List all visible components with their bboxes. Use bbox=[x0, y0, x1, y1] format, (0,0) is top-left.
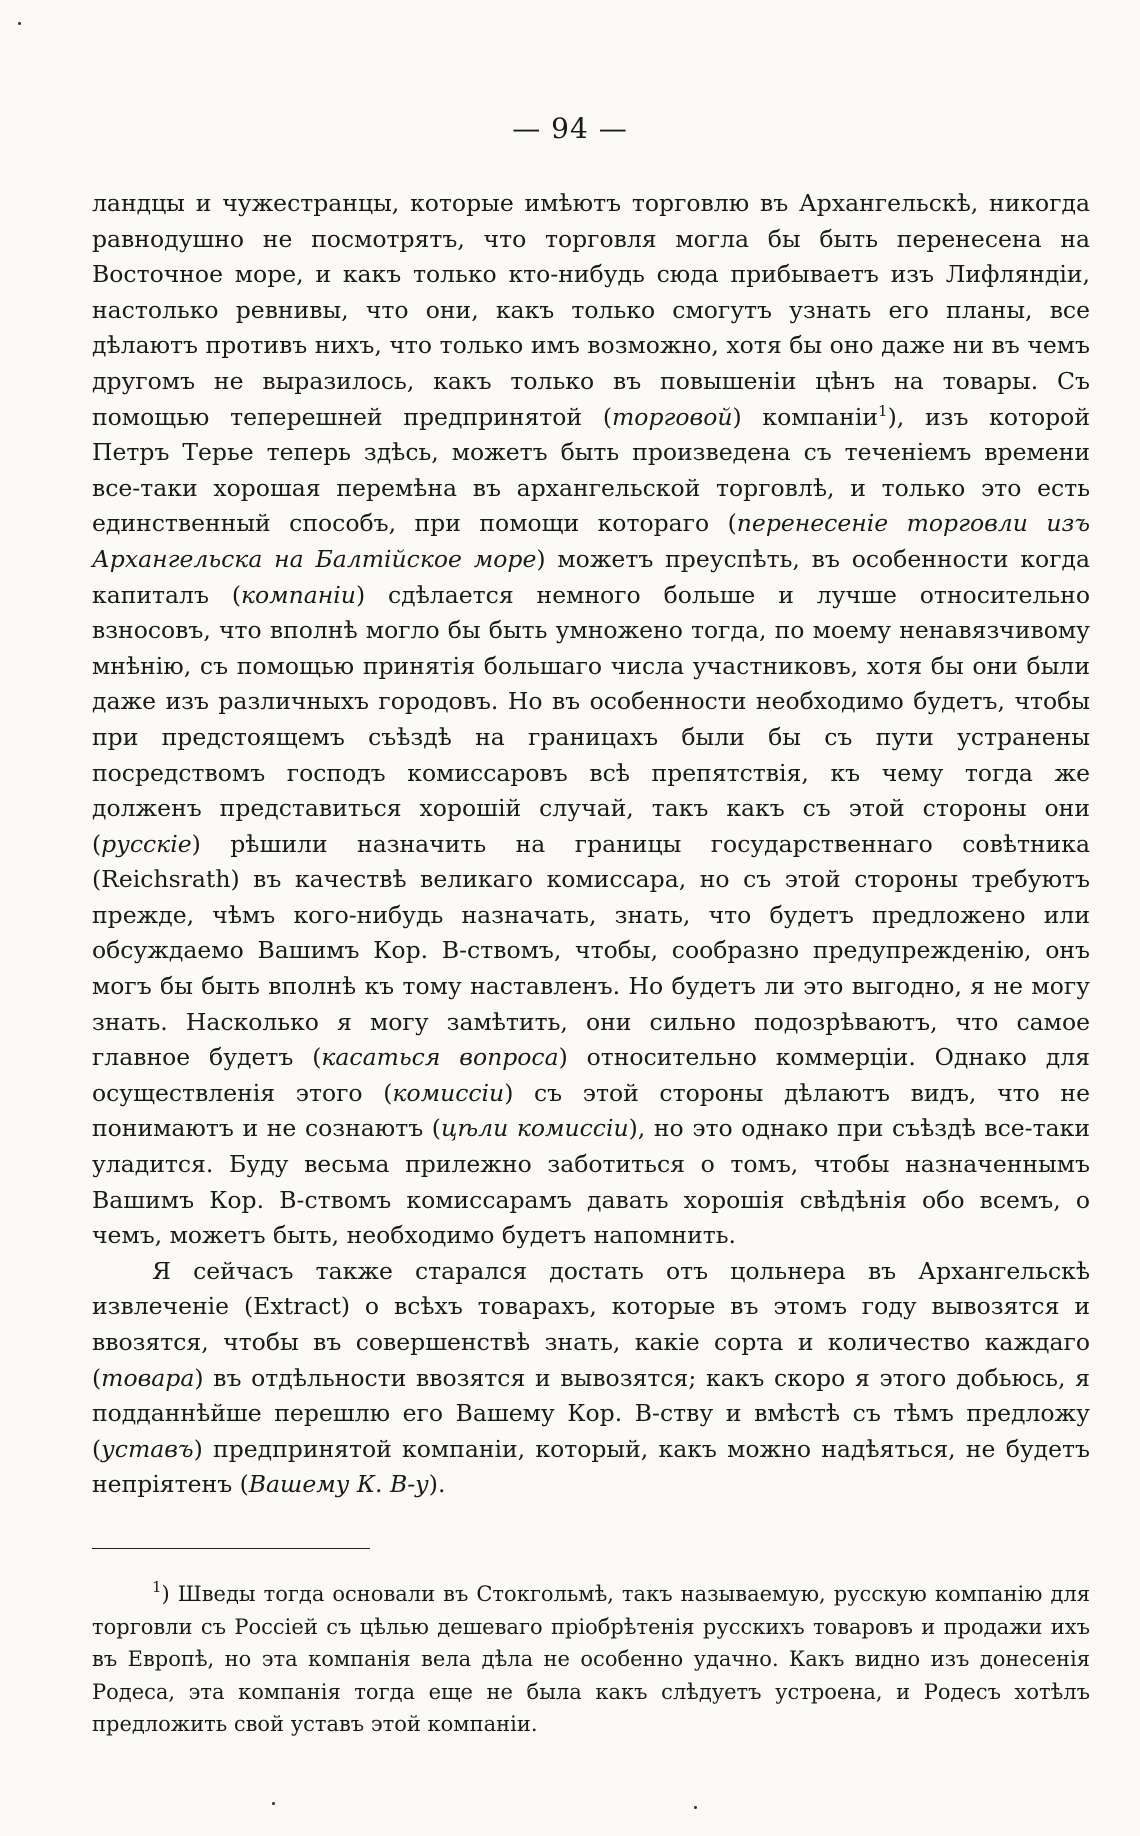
italic-insert: товара bbox=[101, 1363, 195, 1392]
footnote bbox=[92, 1578, 1090, 1741]
text-run: ), но это однако при съѣздѣ все-таки уладится. Буду весьма прилежно заботиться о томъ, чтобы назначеннымъ Вашимъ Кор. В-ствомъ комиссарамъ давать хорошія свѣдѣнія обо всемъ, о чемъ, можетъ быть, необходимо будетъ напомнить. bbox=[92, 1114, 1090, 1250]
scan-speck bbox=[272, 1802, 275, 1805]
italic-insert: перенесеніе торговли изъ Архангельска на Балтійское море bbox=[92, 509, 1090, 573]
main-text bbox=[92, 186, 1090, 1503]
text-run: ) въ отдѣльности ввозятся и вывозятся; какъ скоро я этого добьюсь, я подданнѣйше перешлю его Вашему Кор. В-ству и вмѣстѣ съ тѣмъ предложу ( bbox=[92, 1363, 1090, 1463]
paragraph-1 bbox=[92, 186, 1090, 1254]
text-run: ) предпринятой компаніи, который, какъ можно надѣяться, не будетъ непріятенъ ( bbox=[92, 1434, 1090, 1499]
italic-insert: компаніи bbox=[240, 580, 356, 609]
text-run: ) рѣшили назначить на границы государственнаго совѣтника (Reichsrath) въ качествѣ великаго комиссара, но съ этой стороны требуютъ прежде, чѣмъ кого-нибудь назначать, знать, что будетъ предложено или обсуждаемо Вашимъ Кор. В-ствомъ, чтобы, сообразно предупрежденію, онъ могъ бы быть вполнѣ къ тому наставленъ. Но будетъ ли это выгодно, я не могу знать. Насколько я могу замѣтить, они сильно подозрѣваютъ, что самое главное будетъ ( bbox=[92, 829, 1090, 1072]
text-run: ) можетъ преуспѣть, въ особенности когда капиталъ ( bbox=[92, 544, 1090, 609]
text-run: ландцы и чужестранцы, которые имѣютъ торговлю въ Архангельскѣ, никогда равнодушно не посмотрятъ, что торговля могла бы быть перенесена на Восточное море, и какъ только кто-нибудь сюда прибываетъ изъ Лифляндіи, настолько ревнивы, что они, какъ только смогутъ узнать его планы, все дѣлаютъ противъ нихъ, что только имъ возможно, хотя бы оно даже ни въ чемъ другомъ не выразилось, какъ только въ повышеніи цѣнъ на товары. Съ помощью теперешней предпринятой ( bbox=[92, 189, 1090, 431]
text-run: Я сейчасъ также старался достать отъ цольнера въ Архангельскѣ извлеченіе (Extract) о всѣхъ товарахъ, которые въ этомъ году вывозятся и ввозятся, чтобы въ совершенствѣ знать, какіе сорта и количество каждаго ( bbox=[92, 1256, 1090, 1392]
footnote-divider bbox=[92, 1548, 370, 1549]
footnote-ref: 1 bbox=[878, 401, 888, 420]
text-run: ) компаніи bbox=[732, 402, 879, 431]
scan-speck bbox=[18, 22, 21, 25]
page-number: — 94 — bbox=[512, 112, 628, 145]
text-run: ). bbox=[428, 1470, 446, 1499]
footnote-text: ) Шведы тогда основали въ Стокгольмѣ, такъ называемую, русскую компанію для торговли съ Россіей съ цѣлью дешеваго пріобрѣтенія русскихъ товаровъ и продажи ихъ въ Европѣ, но эта компанія вела дѣла не особенно удачно. Какъ видно изъ донесенія Родеса, эта компанія тогда еще не была какъ слѣдуетъ устроена, и Родесъ хотѣлъ предложить свой уставъ этой компаніи. bbox=[92, 1582, 1090, 1737]
text-run: ) съ этой стороны дѣлаютъ видъ, что не понимаютъ и не сознаютъ ( bbox=[92, 1078, 1090, 1143]
italic-insert: комиссіи bbox=[392, 1078, 505, 1107]
italic-insert: русскіе bbox=[101, 829, 192, 858]
text-run: ) относительно коммерціи. Однако для осуществленія этого ( bbox=[92, 1043, 1090, 1107]
italic-insert: Вашему К. В-у bbox=[248, 1470, 429, 1499]
footnote-marker: 1 bbox=[152, 1578, 162, 1596]
italic-insert: цѣли комиссіи bbox=[440, 1114, 629, 1143]
scan-speck bbox=[694, 1806, 697, 1809]
text-run: ), изъ которой Петръ Терье теперь здѣсь, можетъ быть произведена съ теченіемъ времени все-таки хорошая перемѣна въ архангельской торговлѣ, и только это есть единственный способъ, при помощи котораго ( bbox=[92, 402, 1090, 538]
paragraph-2 bbox=[92, 1254, 1090, 1503]
italic-insert: торговой bbox=[612, 402, 733, 431]
italic-insert: касаться вопроса bbox=[321, 1043, 559, 1072]
text-run: ) сдѣлается немного больше и лучше относительно взносовъ, что вполнѣ могло бы быть умножено тогда, по моему ненавязчивому мнѣнію, съ помощью принятія большаго числа участниковъ, хотя бы они были даже изъ различныхъ городовъ. Но въ особенности необходимо будетъ, чтобы при предстоящемъ съѣздѣ на границахъ были бы съ пути устранены посредствомъ господъ комиссаровъ всѣ препятствія, къ чему тогда же долженъ представиться хорошій случай, такъ какъ съ этой стороны они ( bbox=[92, 580, 1090, 858]
italic-insert: уставъ bbox=[101, 1434, 194, 1463]
